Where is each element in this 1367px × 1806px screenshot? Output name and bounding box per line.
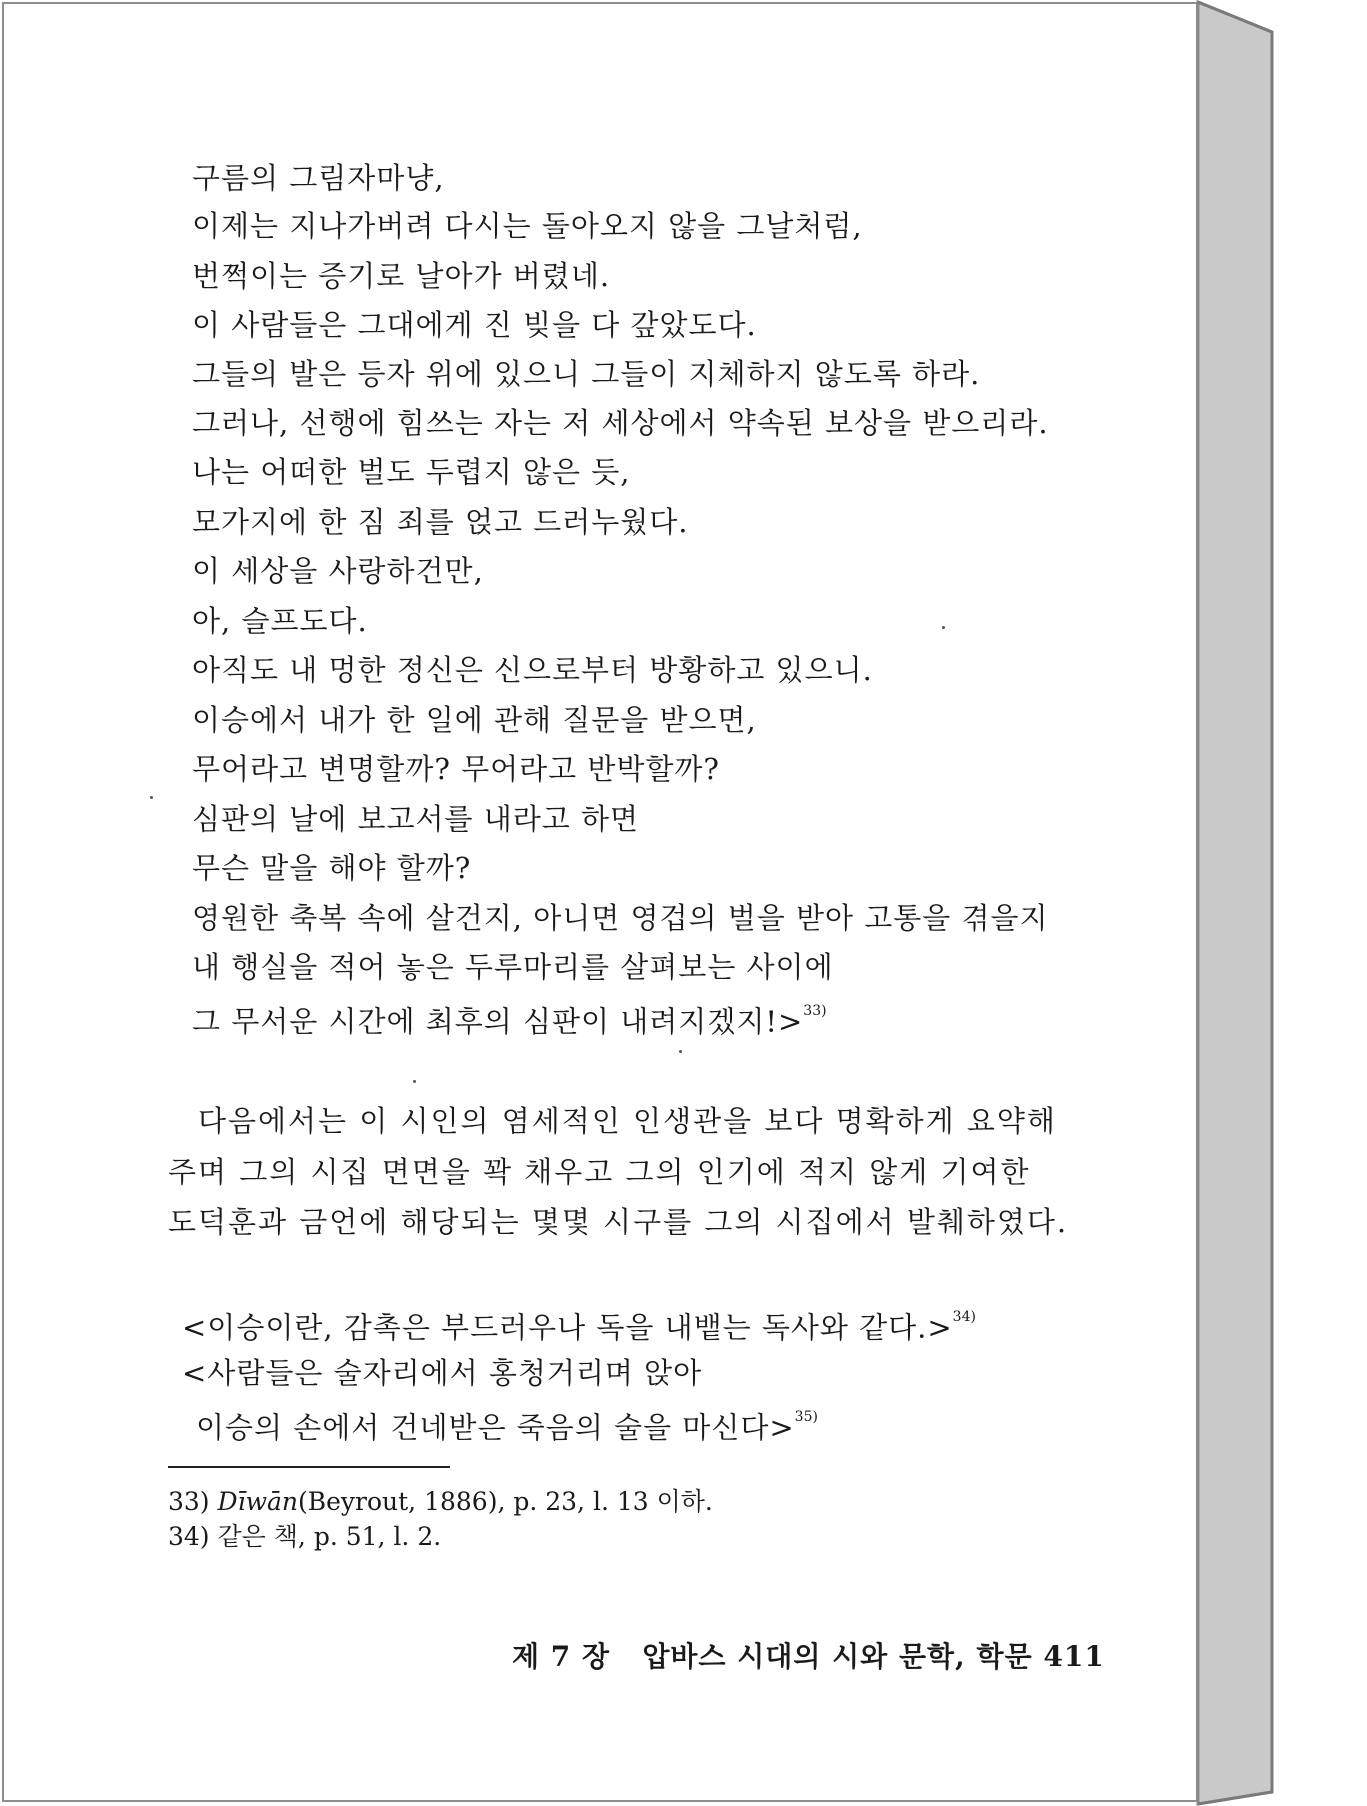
quote-2-line-1: <사람들은 술자리에서 홍청거리며 앉아 bbox=[182, 1356, 703, 1390]
poem-line: 나는 어떠한 벌도 두렵지 않은 듯, bbox=[192, 455, 631, 489]
footnote-33-title: Dīwān bbox=[217, 1487, 298, 1516]
poem-line-last bbox=[192, 1000, 827, 1039]
poem-line: 아, 슬프도다. bbox=[192, 604, 368, 638]
chapter-label: 제 7 장 bbox=[512, 1640, 611, 1673]
footnote-ref-34[interactable]: 34) bbox=[952, 1309, 976, 1325]
chapter-title: 압바스 시대의 시와 문학, 학문 bbox=[642, 1640, 1033, 1673]
quote-1 bbox=[182, 1306, 976, 1345]
footnote-33-citation: (Beyrout, 1886), p. 23, l. 13 이하. bbox=[297, 1487, 713, 1516]
paragraph-line: 주며 그의 시집 면면을 꽉 채우고 그의 인기에 적지 않게 기여한 bbox=[168, 1155, 1031, 1189]
poem-line: 이 사람들은 그대에게 진 빚을 다 갚았도다. bbox=[192, 308, 757, 342]
poem-line: 이승에서 내가 한 일에 관해 질문을 받으면, bbox=[192, 703, 757, 737]
paragraph-line: 도덕훈과 금언에 해당되는 몇몇 시구를 그의 시집에서 발췌하였다. bbox=[168, 1205, 1069, 1239]
footnote-34-number: 34) bbox=[168, 1522, 210, 1551]
poem-line: 무어라고 변명할까? 무어라고 반박할까? bbox=[192, 752, 720, 786]
poem-line: 심판의 날에 보고서를 내라고 하면 bbox=[192, 802, 640, 836]
poem-line: 그들의 발은 등자 위에 있으니 그들이 지체하지 않도록 하라. bbox=[192, 357, 981, 391]
quote-1-text: <이승이란, 감촉은 부드러우나 독을 내뱉는 독사와 같다.> bbox=[182, 1310, 953, 1345]
poem-line: 무슨 말을 해야 할까? bbox=[192, 851, 472, 885]
poem-line: 그러나, 선행에 힘쓰는 자는 저 세상에서 약속된 보상을 받으리라. bbox=[192, 406, 1049, 440]
quote-2-text: 이승의 손에서 건네받은 죽음의 술을 마신다> bbox=[196, 1410, 795, 1445]
poem-line: 모가지에 한 짐 죄를 얹고 드러누웠다. bbox=[192, 505, 689, 539]
footnote-34 bbox=[168, 1522, 441, 1552]
poem-line: 영원한 축복 속에 살건지, 아니면 영겁의 벌을 받아 고통을 겪을지 bbox=[192, 901, 1049, 935]
footnote-34-citation: 같은 책, p. 51, l. 2. bbox=[217, 1522, 442, 1551]
poem-line: 이 세상을 사랑하건만, bbox=[192, 554, 484, 588]
running-footer bbox=[512, 1640, 1105, 1674]
footnote-divider bbox=[168, 1466, 450, 1468]
footnote-ref-35[interactable]: 35) bbox=[794, 1409, 818, 1425]
poem-line: 번쩍이는 증기로 날아가 버렸네. bbox=[192, 259, 611, 293]
page-number: 411 bbox=[1043, 1640, 1105, 1673]
poem-line: 아직도 내 멍한 정신은 신으로부터 방황하고 있으니. bbox=[192, 653, 873, 687]
poem-line-text: 그 무서운 시간에 최후의 심판이 내려지겠지!> bbox=[192, 1004, 804, 1039]
poem-line: 구름의 그림자마냥, bbox=[192, 161, 445, 195]
footnote-33-number: 33) bbox=[168, 1487, 210, 1516]
poem-line: 내 행실을 적어 놓은 두루마리를 살펴보는 사이에 bbox=[192, 950, 834, 984]
poem-line: 이제는 지나가버려 다시는 돌아오지 않을 그날처럼, bbox=[192, 209, 863, 243]
footnote-ref-33[interactable]: 33) bbox=[803, 1003, 827, 1019]
paragraph-line: 다음에서는 이 시인의 염세적인 인생관을 보다 명확하게 요약해 bbox=[198, 1104, 1057, 1138]
footnote-33 bbox=[168, 1487, 713, 1517]
quote-2-line-2 bbox=[196, 1406, 818, 1445]
